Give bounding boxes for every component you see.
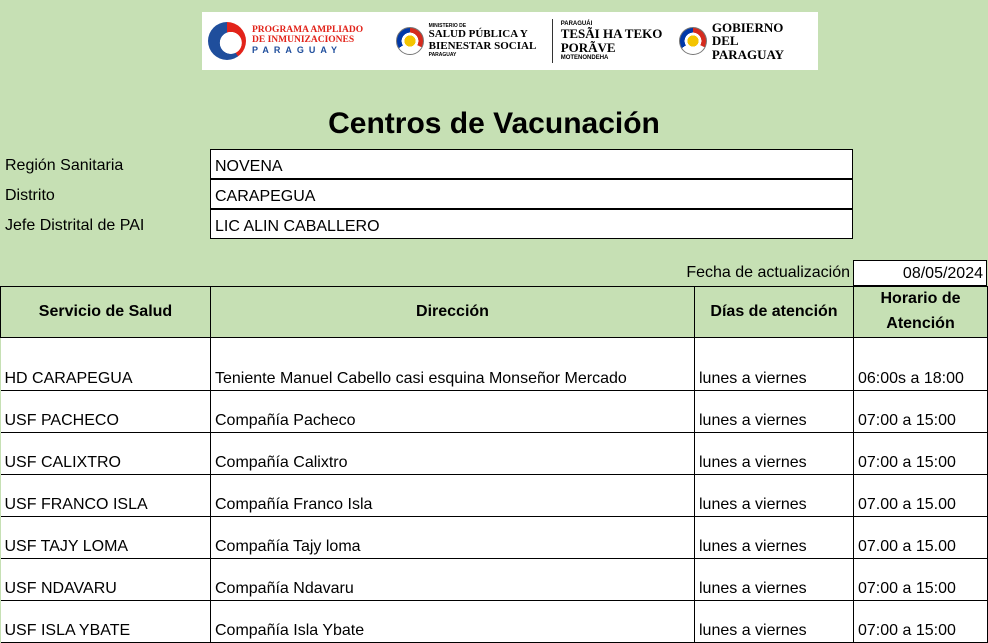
table-row — [1, 601, 988, 643]
ministerio-logo-text: BIENESTAR SOCIAL — [428, 40, 537, 52]
cell-direccion: Compañía Franco Isla — [211, 475, 695, 517]
page-title: Centros de Vacunación — [328, 107, 660, 140]
update-date-label: Fecha de actualización — [686, 264, 850, 281]
logo-divider — [552, 19, 553, 63]
cell-dias: lunes a viernes — [695, 433, 854, 475]
cell-dias: lunes a viernes — [695, 517, 854, 559]
cell-servicio: HD CARAPEGUA — [1, 338, 211, 391]
paraguay-seal-icon — [679, 27, 707, 55]
table-row — [1, 433, 988, 475]
pai-logo — [208, 12, 396, 70]
cell-direccion: Teniente Manuel Cabello casi esquina Monseñor Mercado — [211, 338, 695, 391]
paraguay-seal-icon — [396, 27, 424, 55]
cell-horario: 07.00 a 15.00 — [854, 475, 988, 517]
cell-direccion: Compañía Pacheco — [211, 391, 695, 433]
ministerio-logo-text: SALUD PÚBLICA Y — [428, 28, 528, 41]
pai-logo-text: PROGRAMA AMPLIADO — [252, 25, 364, 36]
cell-servicio: USF TAJY LOMA — [1, 517, 211, 559]
header-direccion: Dirección — [211, 287, 695, 338]
cell-horario: 07:00 a 15:00 — [854, 391, 988, 433]
cell-horario: 06:00s a 18:00 — [854, 338, 988, 391]
vaccination-centers-table — [0, 286, 988, 643]
cell-dias: lunes a viernes — [695, 338, 854, 391]
cell-servicio: USF FRANCO ISLA — [1, 475, 211, 517]
table-row — [1, 559, 988, 601]
table-row — [1, 338, 988, 391]
cell-dias: lunes a viernes — [695, 475, 854, 517]
tesai-logo-text: MOTENONDEHA — [560, 54, 609, 61]
ministerio-logo-text: PARAGUAY — [428, 51, 457, 58]
cell-dias: lunes a viernes — [695, 391, 854, 433]
table-row — [1, 475, 988, 517]
cell-horario: 07:00 a 15:00 — [854, 601, 988, 643]
header-dias: Días de atención — [695, 287, 854, 338]
cell-servicio: USF CALIXTRO — [1, 433, 211, 475]
header-servicio: Servicio de Salud — [1, 287, 211, 338]
tesai-logo-text: PORÃVE — [560, 40, 616, 55]
region-label: Región Sanitaria — [5, 157, 124, 174]
cell-servicio: USF ISLA YBATE — [1, 601, 211, 643]
ministerio-logo-text: MINISTERIO DE — [428, 23, 467, 30]
cell-direccion: Compañía Calixtro — [211, 433, 695, 475]
tesai-logo-text: PARAGUÁI — [560, 21, 593, 28]
table-row — [1, 517, 988, 559]
pai-emblem-icon — [208, 22, 246, 60]
jefe-label: Jefe Distrital de PAI — [5, 217, 145, 234]
cell-direccion: Compañía Isla Ybate — [211, 601, 695, 643]
table-row — [1, 391, 988, 433]
cell-direccion: Compañía Tajy loma — [211, 517, 695, 559]
distrito-label: Distrito — [5, 187, 55, 204]
cell-horario: 07.00 a 15.00 — [854, 517, 988, 559]
update-date-value: 08/05/2024 — [853, 260, 987, 286]
table-header-row — [1, 287, 988, 338]
cell-servicio: USF NDAVARU — [1, 559, 211, 601]
region-value: NOVENA — [210, 149, 853, 179]
jefe-value: LIC ALIN CABALLERO — [210, 209, 853, 239]
gobierno-logo-text: GOBIERNO DEL — [711, 19, 784, 49]
cell-direccion: Compañía Ndavaru — [211, 559, 695, 601]
tesai-logo — [561, 12, 679, 70]
cell-horario: 07:00 a 15:00 — [854, 433, 988, 475]
cell-dias: lunes a viernes — [695, 601, 854, 643]
cell-horario: 07:00 a 15:00 — [854, 559, 988, 601]
gobierno-logo-text: PARAGUAY — [711, 46, 785, 62]
header-horario: Horario de Atención — [854, 287, 988, 338]
ministerio-logo — [396, 12, 544, 70]
pai-logo-text: DE INMUNIZACIONES — [252, 35, 355, 46]
distrito-value: CARAPEGUA — [210, 179, 853, 209]
logo-banner — [202, 12, 818, 70]
cell-servicio: USF PACHECO — [1, 391, 211, 433]
cell-dias: lunes a viernes — [695, 559, 854, 601]
pai-logo-text: PARAGUAY — [252, 45, 343, 56]
tesai-logo-text: TESÃI HA TEKO — [560, 26, 663, 42]
gobierno-logo — [679, 12, 812, 70]
